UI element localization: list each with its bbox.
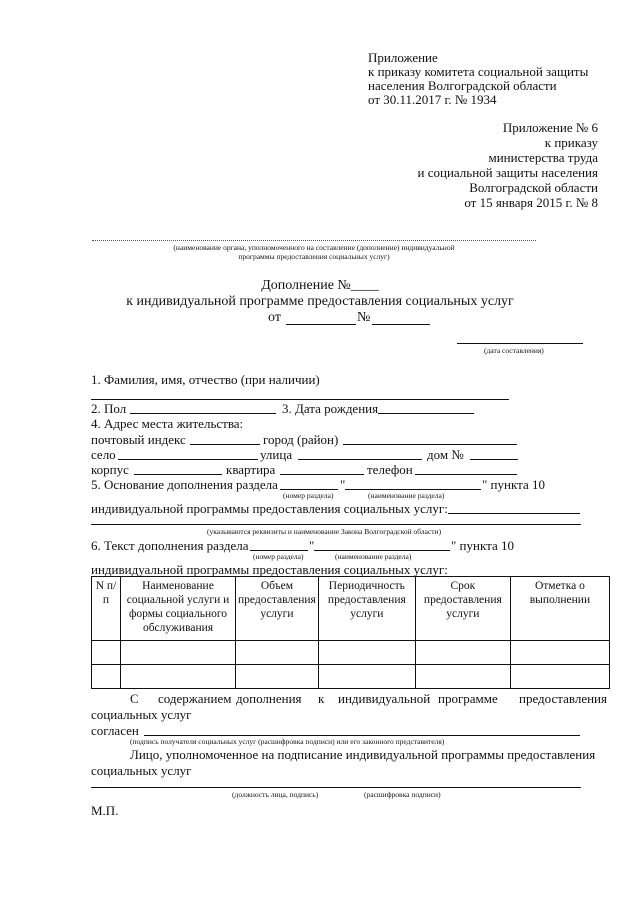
field-address-label: 4. Адрес места жительства:: [91, 416, 244, 431]
field-text6-num-line: [250, 550, 308, 551]
table-header-row: [92, 577, 610, 641]
table-cell[interactable]: [236, 665, 319, 689]
appendix-right-line-5: Волгоградской области: [469, 180, 598, 195]
table-row: [92, 665, 610, 689]
document-title: Дополнение №____: [261, 278, 379, 293]
field-fio-label: 1. Фамилия, имя, отчество (при наличии): [91, 372, 320, 387]
date-caption: (дата составления): [484, 346, 544, 355]
table-cell[interactable]: [318, 641, 415, 665]
table-header-periodicity: Периодичность предоставления услуги: [318, 577, 415, 641]
table-cell[interactable]: [121, 641, 236, 665]
appendix-right-line-4: и социальной защиты населения: [417, 165, 598, 180]
appendix-right-line-6: от 15 января 2015 г. № 8: [464, 195, 598, 210]
field-city-line: [343, 444, 517, 445]
table-header-service: Наименование социальной услуги и формы социального обслуживания: [121, 577, 236, 641]
field-village-line: [118, 459, 258, 460]
agreement-word-6: программе: [438, 691, 498, 706]
field-basis-law-caption: (указываются реквизиты и наименование Закона Волгоградской области): [207, 527, 442, 536]
field-basis-ips-blank: [448, 513, 580, 514]
authorized-caption-position: (должность лица, подпись): [232, 790, 319, 799]
agreement-line-2: социальных услуг: [91, 707, 192, 722]
field-city-label: город (район): [263, 432, 339, 447]
table-cell[interactable]: [236, 641, 319, 665]
table-header-term: Срок предоставления услуги: [415, 577, 510, 641]
organ-caption-1: (наименование органа, уполномоченного на составление (дополнение) индивидуальной: [173, 243, 455, 252]
agreement-signature-caption: (подпись получателя социальных услуг (расшифровка подписи) или его законного представителя): [130, 737, 445, 746]
title-number-blank: [372, 324, 430, 325]
field-basis-quote-open: ": [340, 477, 346, 492]
appendix-right-line-2: к приказу: [544, 135, 598, 150]
appendix-right-line-1: Приложение № 6: [502, 120, 598, 135]
field-village-label: село: [91, 447, 116, 462]
appendix-top-line-1: Приложение: [368, 50, 438, 65]
title-date-blank: [286, 324, 356, 325]
field-birth-label: 3. Дата рождения: [282, 401, 379, 416]
stamp-place: М.П.: [91, 803, 119, 818]
field-street-label: улица: [260, 447, 293, 462]
field-text6-ips-line: индивидуальной программы предоставления социальных услуг:: [91, 562, 448, 577]
field-basis-name-caption: (наименование раздела): [368, 491, 445, 500]
field-text6-quote-open: ": [309, 538, 315, 553]
field-phone-line: [415, 474, 517, 475]
authorized-line-1: Лицо, уполномоченное на подписание индивидуальной программы предоставления: [130, 747, 596, 762]
agreement-word-1: С: [130, 691, 139, 706]
authorized-line-2: социальных услуг: [91, 763, 192, 778]
table-cell[interactable]: [510, 641, 609, 665]
organ-line: [92, 240, 536, 241]
appendix-top-line-2: к приказу комитета социальной защиты: [368, 64, 589, 79]
table-row: [92, 641, 610, 665]
table-cell[interactable]: [121, 665, 236, 689]
authorized-caption-decode: (расшифровка подписи): [364, 790, 441, 799]
field-postal-line: [190, 444, 260, 445]
field-apartment-label: квартира: [226, 462, 276, 477]
title-from-label: от: [268, 310, 281, 325]
field-basis-section-name-line: [345, 489, 481, 490]
agreement-signature-line: [144, 735, 580, 736]
table-cell[interactable]: [415, 665, 510, 689]
field-building-label: корпус: [91, 462, 129, 477]
appendix-right-line-3: министерства труда: [488, 150, 598, 165]
field-postal-label: почтовый индекс: [91, 432, 186, 447]
field-basis-num-caption: (номер раздела): [283, 491, 334, 500]
field-text6-quote-close: " пункта 10: [451, 538, 514, 553]
agreement-word-7: предоставления: [519, 691, 607, 706]
document-subtitle: к индивидуальной программе предоставления социальных услуг: [126, 294, 514, 309]
date-line: [457, 343, 583, 344]
authorized-signature-line: [91, 787, 581, 788]
field-street-line: [298, 459, 422, 460]
field-phone-label: телефон: [367, 462, 413, 477]
agreement-agree-label: согласен: [91, 723, 139, 738]
field-fio-line: [91, 399, 509, 400]
field-basis-section-num-line: [280, 489, 338, 490]
agreement-word-5: индивидуальной: [338, 691, 431, 706]
agreement-word-2: содержанием: [158, 691, 232, 706]
field-house-label: дом №: [427, 447, 464, 462]
field-house-line: [470, 459, 518, 460]
field-sex-label: 2. Пол: [91, 401, 127, 416]
table-cell[interactable]: [415, 641, 510, 665]
services-table: [91, 576, 610, 689]
field-basis-ips-line: индивидуальной программы предоставления социальных услуг:: [91, 501, 448, 516]
field-building-line: [134, 474, 222, 475]
agreement-word-3: дополнения: [236, 691, 302, 706]
appendix-top-line-3: населения Волгоградской области: [368, 78, 557, 93]
field-basis-law-line: [91, 524, 581, 525]
field-text6-name-line: [314, 550, 450, 551]
table-cell[interactable]: [318, 665, 415, 689]
table-header-mark: Отметка о выполнении: [510, 577, 609, 641]
table-header-volume: Объем предоставления услуги: [236, 577, 319, 641]
field-birth-line: [378, 413, 474, 414]
appendix-top-line-4: от 30.11.2017 г. № 1934: [368, 92, 497, 107]
title-number-label: №: [357, 310, 371, 325]
organ-caption-2: программы предоставления социальных услуг): [238, 252, 390, 261]
table-cell[interactable]: [92, 641, 121, 665]
field-text6-num-caption: (номер раздела): [253, 552, 304, 561]
field-basis-quote-close: " пункта 10: [482, 477, 545, 492]
field-text6-name-caption: (наименование раздела): [335, 552, 412, 561]
field-sex-line: [130, 413, 276, 414]
table-cell[interactable]: [92, 665, 121, 689]
field-apartment-line: [280, 474, 364, 475]
table-header-num: N п/п: [92, 577, 121, 641]
field-text6-label: 6. Текст дополнения раздела: [91, 538, 249, 553]
table-cell[interactable]: [510, 665, 609, 689]
agreement-word-4: к: [318, 691, 325, 706]
field-basis-label: 5. Основание дополнения раздела: [91, 477, 278, 492]
